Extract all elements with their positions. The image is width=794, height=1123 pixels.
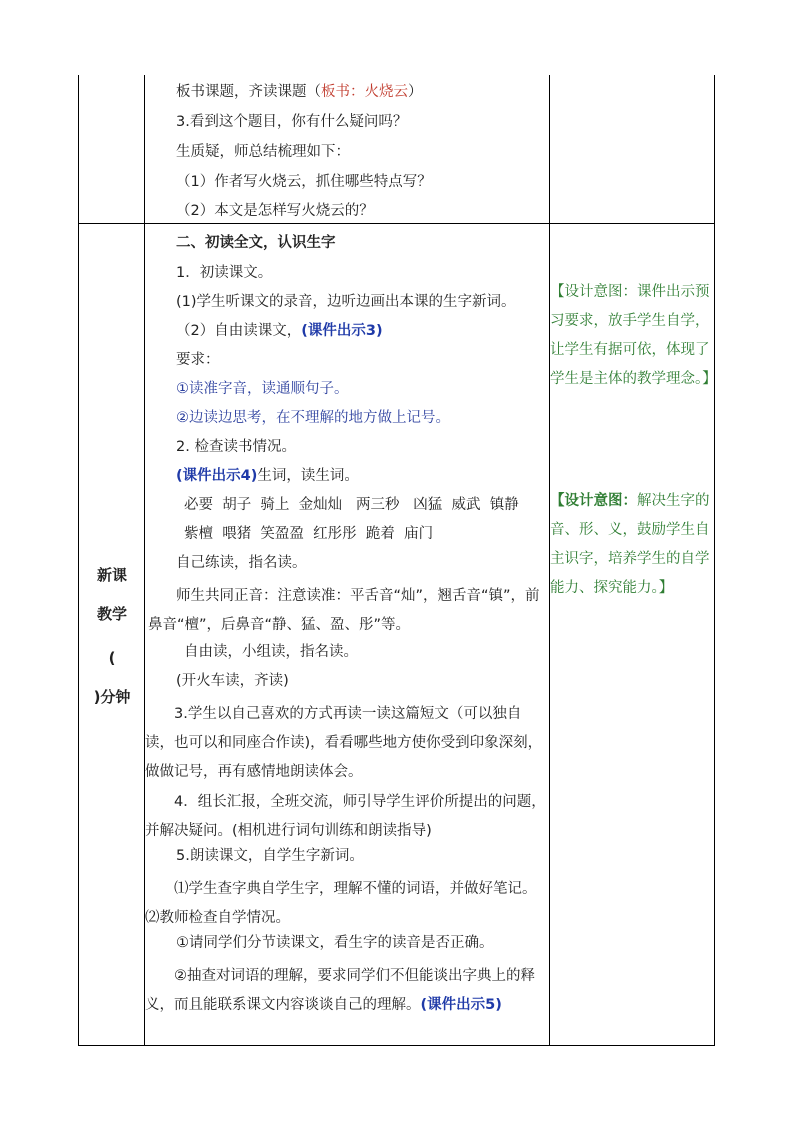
step-2a — [176, 466, 359, 486]
vocab-line-1: 必要 胡子 骑上 金灿灿 两三秒 凶猛 威武 镇静 — [184, 497, 519, 513]
section-label-line-3: ( — [108, 649, 116, 667]
step-2c: 师生共同正音：注意读准：平舌音“灿”，翘舌音“镇”，前鼻音“檀”，后鼻音“静、猛、盈、彤”等。 — [148, 588, 540, 633]
step-5a: ⑴学生查字典自学生字，理解不懂的词语，并做好笔记。⑵教师检查自学情况。 — [145, 881, 537, 926]
section-heading: 二、初读全文，认识生字 — [176, 235, 336, 251]
step-5c-text: ②抽查对词语的理解，要求同学们不但能谈出字典上的释义，而且能联系课文内容谈谈自己的理解。 — [145, 968, 535, 1013]
section-label-line-4: )分钟 — [93, 688, 131, 706]
requirement-2: ②边读边思考，在不理解的地方做上记号。 — [176, 410, 450, 426]
step-2e: (开火车读，齐读) — [176, 673, 289, 689]
design-note-1: 【设计意图：课件出示预习要求，放手学生自学，让学生有据可依，体现了学生是主体的教学理念。】 — [550, 284, 717, 387]
intro-line-2: 3.看到这个题目，你有什么疑问吗？ — [176, 114, 408, 130]
vocab-line-2: 紫檀 喂猪 笑盈盈 红彤彤 跪着 庙门 — [184, 526, 434, 542]
design-note-2 — [550, 487, 715, 603]
step-1b — [176, 321, 383, 341]
step-1: 1．初读课文。 — [176, 265, 273, 281]
table-row-divider — [78, 223, 715, 224]
design-note-2-label: 【设计意图： — [550, 493, 637, 509]
design-note-2-text: 解决生字的音、形、义，鼓励学生自主识字，培养学生的自学能力、探究能力。】 — [550, 493, 710, 596]
requirement-1: ①读准字音，读通顺句子。 — [176, 381, 349, 397]
step-2b: 自己练读，指名读。 — [176, 555, 307, 571]
step-2: 2. 检查读书情况。 — [176, 439, 296, 455]
intro-line-4: （1）作者写火烧云，抓住哪些特点写？ — [176, 174, 432, 190]
step-5c — [145, 962, 548, 1020]
courseware-ref-4: (课件出示4) — [176, 468, 258, 484]
step-1a: (1)学生听课文的录音，边听边画出本课的生字新词。 — [176, 294, 516, 310]
requirements-label: 要求： — [176, 352, 220, 368]
courseware-ref-3: (课件出示3) — [301, 323, 383, 339]
intro-line-1-pre: 板书课题，齐读课题（ — [176, 84, 321, 100]
intro-line-1 — [176, 82, 423, 102]
step-1b-text: （2）自由读课文， — [176, 323, 302, 339]
courseware-ref-5: (课件出示5) — [420, 997, 502, 1013]
step-4: 4．组长汇报，全班交流，师引导学生评价所提出的问题，并解决疑问。(相机进行词句训练和朗读指导) — [145, 794, 546, 839]
intro-line-3: 生质疑，师总结梳理如下： — [176, 144, 350, 160]
step-5: 5.朗读课文，自学生字新词。 — [176, 848, 364, 864]
table-border-bottom — [78, 1045, 715, 1046]
step-2d: 自由读，小组读，指名读。 — [184, 644, 358, 660]
section-label-line-2: 教学 — [96, 605, 127, 623]
step-5b: ①请同学们分节读课文，看生字的读音是否正确。 — [176, 935, 494, 951]
table-border-left — [78, 75, 79, 1046]
intro-line-1-post: ） — [408, 84, 423, 100]
intro-line-5: （2）本文是怎样写火烧云的？ — [176, 203, 374, 219]
step-3: 3.学生以自己喜欢的方式再读一读这篇短文（可以独自读，也可以和同座合作读)，看看哪些地方使你受到印象深刻，做做记号，再有感情地朗读体会。 — [145, 706, 543, 780]
section-label-line-1: 新课 — [96, 566, 127, 584]
step-2a-text: 生词，读生词。 — [257, 468, 359, 484]
blackboard-title: 板书：火烧云 — [321, 84, 408, 100]
